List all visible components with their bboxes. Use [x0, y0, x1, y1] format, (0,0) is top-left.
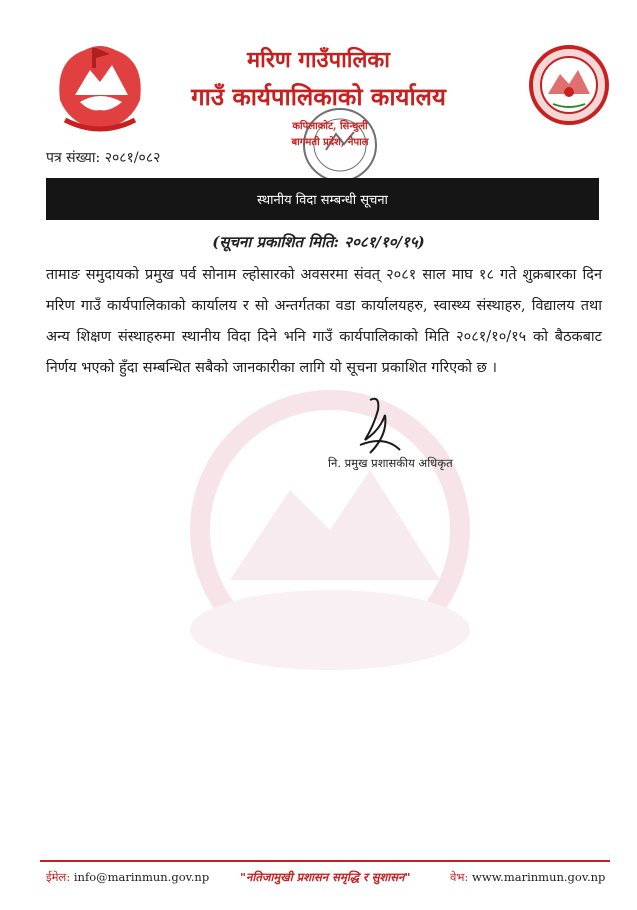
footer-website — [450, 870, 605, 885]
signature-icon — [340, 395, 410, 460]
notice-title: स्थानीय विदा सम्बन्धी सूचना — [257, 193, 388, 208]
publish-date: (सूचना प्रकाशित मिति: २०८१/१०/१५) — [212, 233, 425, 251]
notice-body: तामाङ समुदायको प्रमुख पर्व सोनाम ल्होसारको अवसरमा संवत् २०८१ साल माघ १८ गते शुक्रबारका दिन मरिण गाउँ कार्यपालिकाको कार्यालय र सो अन्तर्गतका वडा कार्यालयहरु, स्वास्थ्य संस्थाहरु, विद्यालय तथा अन्य शिक्षण संस्थाहरुमा स्थानीय विदा दिने भनि गाउँ कार्यपालिकाको मिति २०८१/१०/१५ को बैठकबाट निर्णय भएको हुँदा सम्बन्धित सबैको जानकारीका लागि यो सूचना प्रकाशित गरिएको छ । — [46, 267, 602, 376]
footer-slogan: "नतिजामुखी प्रशासन समृद्धि र सुशासन" — [240, 870, 411, 884]
reference-number — [46, 148, 160, 167]
municipality-name: मरिण गाउँपालिका — [247, 47, 390, 73]
address-line-1: कपिलाकोट, सिन्धुली — [292, 121, 368, 132]
footer-email — [46, 870, 209, 885]
address-line-2: बागमती प्रदेश, नेपाल — [291, 137, 369, 148]
web-label: वेभ: — [450, 870, 469, 884]
office-name: गाउँ कार्यपालिकाको कार्यालय — [191, 82, 446, 111]
watermark-emblem-icon — [150, 380, 510, 700]
reference-label: पत्र संख्या: — [46, 150, 101, 166]
email-label: ईमेल: — [46, 870, 71, 884]
website-link[interactable]: www.marinmun.gov.np — [472, 870, 606, 884]
reference-value: २०८१/०८२ — [104, 150, 161, 166]
signer-designation: नि. प्रमुख प्रशासकीय अधिकृत — [328, 456, 453, 470]
notice-title-banner — [46, 178, 599, 220]
email-link[interactable]: info@marinmun.gov.np — [73, 870, 210, 884]
footer-divider — [40, 860, 610, 862]
